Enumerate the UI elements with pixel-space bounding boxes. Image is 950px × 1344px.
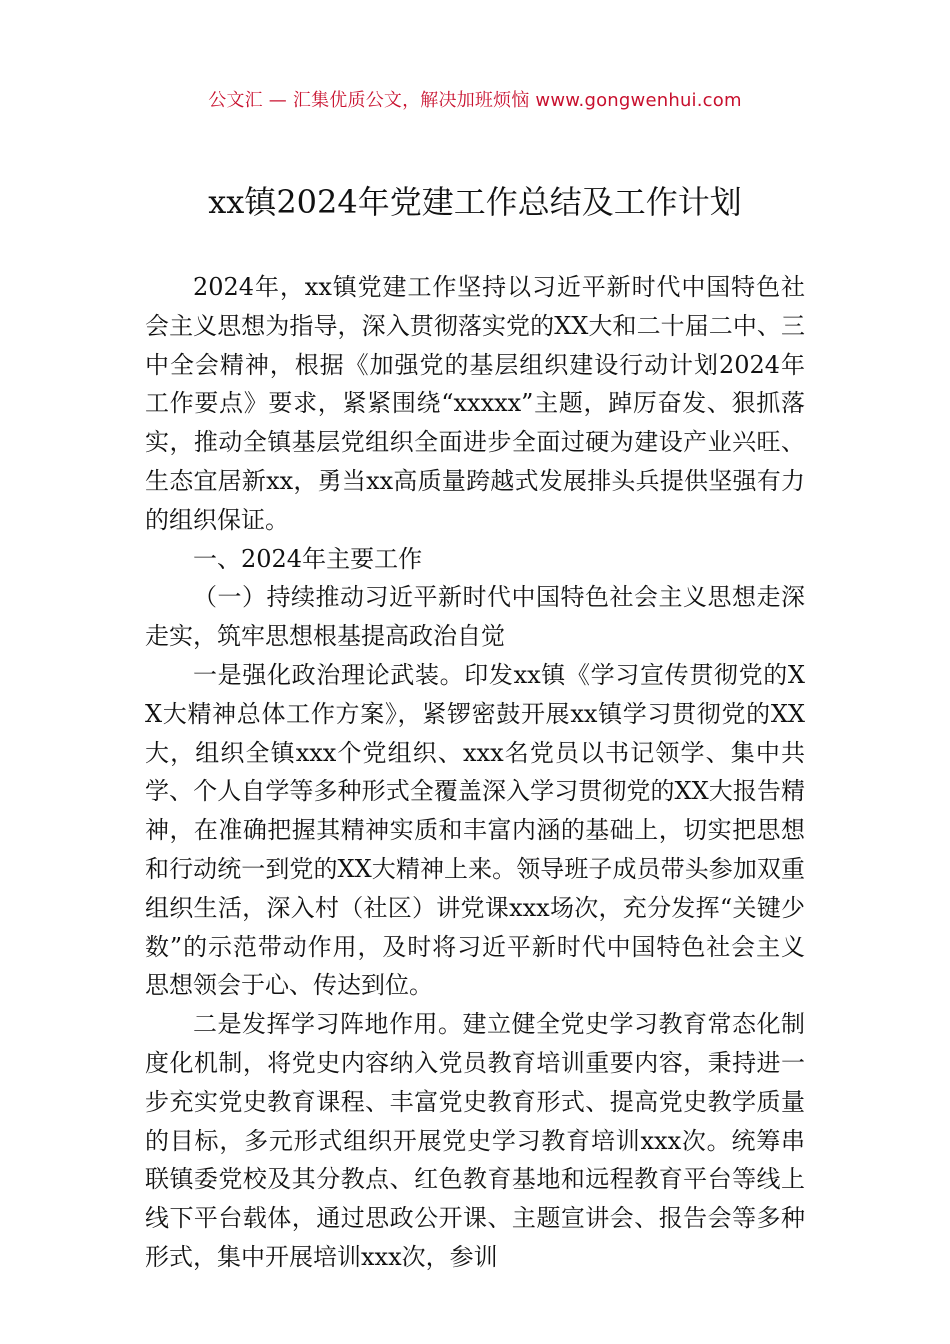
paragraph-intro: 2024年，xx镇党建工作坚持以习近平新时代中国特色社会主义思想为指导，深入贯彻落实党的XX大和二十届二中、三中全会精神，根据《加强党的基层组织建设行动计划2024年工作要点》要求，紧紧围绕“xxxxx”主题，踔厉奋发、狠抓落实，推动全镇基层党组织全面进步全面过硬为建设产业兴旺、生态宜居新xx，勇当xx高质量跨越式发展排头兵提供坚强有力的组织保证。 [145, 273, 805, 534]
document-title: xx镇2024年党建工作总结及工作计划 [208, 183, 742, 221]
section-heading-main-work: 一、2024年主要工作 [193, 544, 423, 573]
paragraph-study-platform: 二是发挥学习阵地作用。建立健全党史学习教育常态化制度化机制，将党史内容纳入党员教育培训重要内容，秉持进一步充实党史教育课程、丰富党史教育形式、提高党史教学质量的目标，多元形式组织开展党史学习教育培训xxx次。统筹串联镇委党校及其分教点、红色教育基地和远程教育平台等线上线下平台载体，通过思政公开课、主题宣讲会、报告会等多种形式，集中开展培训xxx次，参训 [145, 1010, 805, 1271]
subsection-heading-1: （一）持续推动习近平新时代中国特色社会主义思想走深走实，筑牢思想根基提高政治自觉 [145, 583, 805, 651]
header-banner: 公文汇 — 汇集优质公文，解决加班烦恼 www.gongwenhui.com [208, 90, 742, 111]
paragraph-theory-study: 一是强化政治理论武装。印发xx镇《学习宣传贯彻党的XX大精神总体工作方案》，紧锣密鼓开展xx镇学习贯彻党的XX大，组织全镇xxx个党组织、xxx名党员以书记领学、集中共学、个人自学等多种形式全覆盖深入学习贯彻党的XX大报告精神，在准确把握其精神实质和丰富内涵的基础上，切实把思想和行动统一到党的XX大精神上来。领导班子成员带头参加双重组织生活，深入村（社区）讲党课xxx场次，充分发挥“关键少数”的示范带动作用，及时将习近平新时代中国特色社会主义思想领会于心、传达到位。 [145, 660, 805, 1000]
document-body [145, 268, 805, 1277]
